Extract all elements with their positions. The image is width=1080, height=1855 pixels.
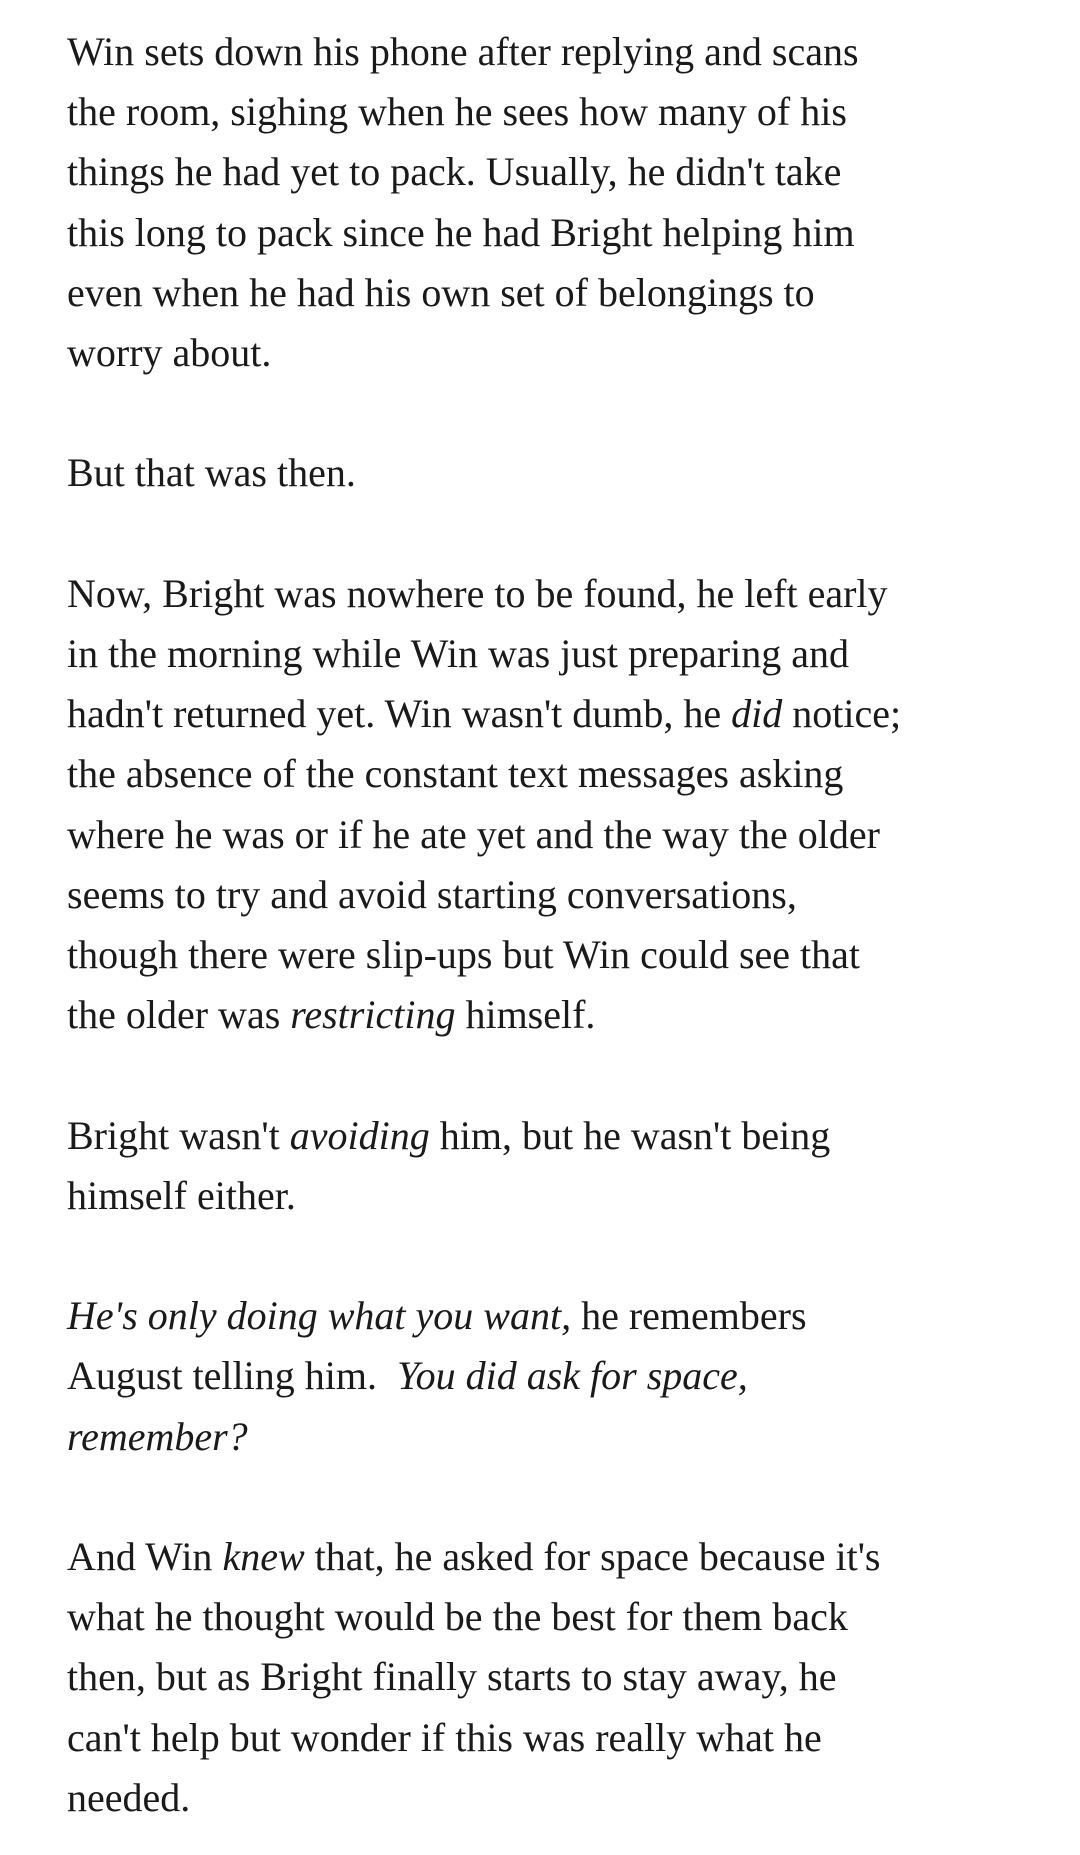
text-line: seems to try and avoid starting conversations,	[67, 871, 797, 917]
emphasis-text: remember?	[67, 1413, 248, 1459]
paragraph-5	[67, 1286, 1057, 1467]
text-line: hadn't returned yet. Win wasn't dumb, he	[67, 691, 732, 737]
paragraph-3	[67, 564, 1057, 1046]
story-text	[67, 22, 1057, 1828]
text-line: this long to pack since he had Bright helping him	[67, 209, 855, 255]
text-line: notice;	[782, 691, 902, 737]
emphasis-text: avoiding	[289, 1112, 430, 1158]
text-line: the room, sighing when he sees how many of his	[67, 89, 847, 135]
text-line: where he was or if he ate yet and the way the older	[67, 811, 880, 857]
paragraph-6	[67, 1527, 1057, 1828]
text-line: needed.	[67, 1774, 191, 1820]
text-line: Bright wasn't	[67, 1112, 290, 1158]
text-line: August telling him.	[67, 1353, 397, 1399]
emphasis-text: He's only doing what you want,	[67, 1293, 572, 1339]
text-line: can't help but wonder if this was really what he	[67, 1714, 822, 1760]
text-line: things he had yet to pack. Usually, he didn't take	[67, 149, 842, 195]
text-line: the absence of the constant text messages asking	[67, 751, 844, 797]
text-line: that, he asked for space because it's	[304, 1534, 881, 1579]
text-line: Win sets down his phone after replying and scans	[67, 29, 859, 74]
text-line: himself.	[455, 992, 596, 1038]
text-line: himself either.	[67, 1172, 296, 1218]
emphasis-text: did	[731, 691, 783, 737]
text-line: what he thought would be the best for them back	[67, 1594, 848, 1640]
text-line: the older was	[67, 992, 291, 1038]
text-line: even when he had his own set of belongings to	[67, 269, 815, 315]
text-line: And Win	[67, 1534, 223, 1579]
paragraph-1	[67, 22, 1057, 383]
text-line: though there were slip-ups but Win could see that	[67, 932, 861, 978]
text-line: in the morning while Win was just preparing and	[67, 631, 849, 676]
text-line: he remembers	[571, 1293, 807, 1339]
text-line: worry about.	[67, 330, 272, 376]
emphasis-text: restricting	[290, 992, 456, 1038]
text-line: Now, Bright was nowhere to be found, he left early	[67, 570, 888, 616]
paragraph-2	[67, 443, 1057, 503]
text-line: But that was then.	[67, 450, 356, 496]
emphasis-text: knew	[222, 1534, 305, 1579]
paragraph-4	[67, 1106, 1057, 1226]
text-line: then, but as Bright finally starts to stay away, he	[67, 1654, 837, 1700]
text-line: him, but he wasn't being	[429, 1112, 831, 1158]
emphasis-text: You did ask for space,	[397, 1353, 748, 1399]
